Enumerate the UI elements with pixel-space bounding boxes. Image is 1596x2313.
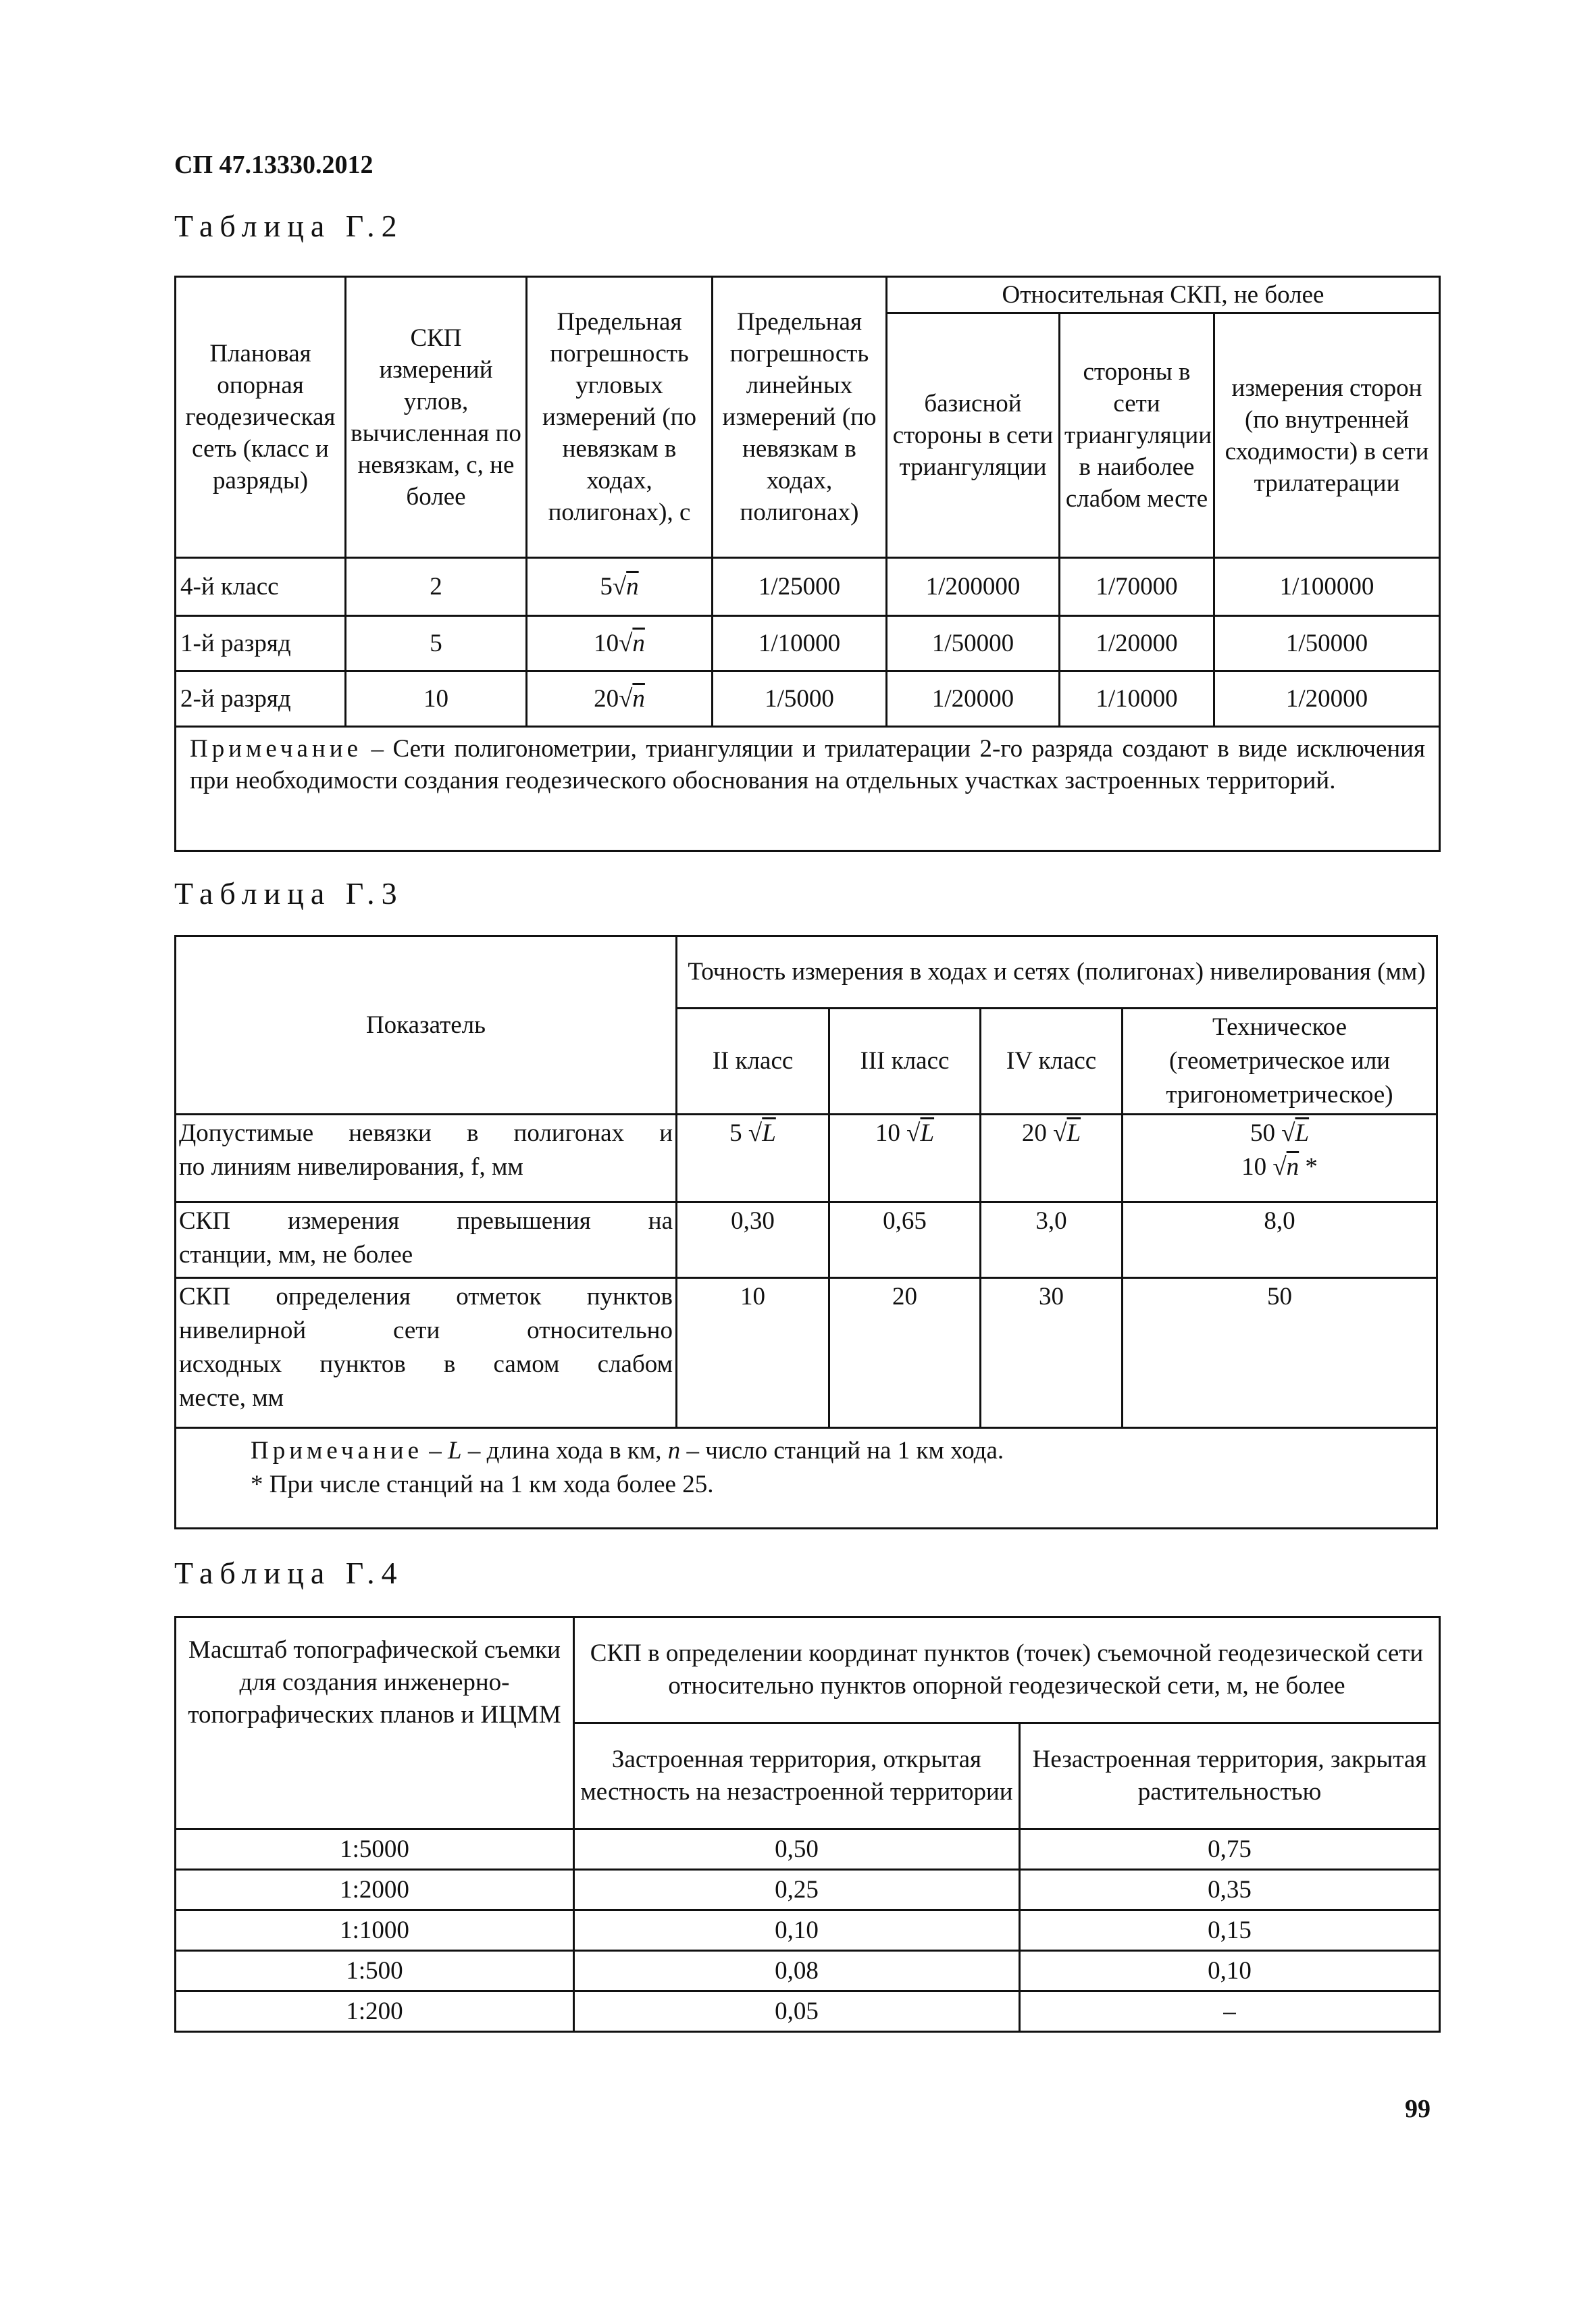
g2-header-basis: базисной стороны в сети триангуляции xyxy=(887,313,1060,558)
g2-cell-angular-limit: 10√n xyxy=(527,616,713,671)
g3-header-class-4: IV класс xyxy=(981,1009,1123,1115)
g3-cell: 10 xyxy=(677,1278,829,1428)
g2-cell-tril: 1/50000 xyxy=(1214,616,1440,671)
g2-cell-skp: 5 xyxy=(346,616,527,671)
g2-cell-skp: 2 xyxy=(346,558,527,616)
g2-header-relative-skp: Относительная СКП, не более xyxy=(887,277,1440,313)
g2-header-trilateration: измерения сторон (по внутренней сходимости) в сети трилатерации xyxy=(1214,313,1440,558)
g3-cell: 5 √L xyxy=(677,1115,829,1202)
g3-cell: 0,30 xyxy=(677,1202,829,1278)
g3-row-label: СКП определения отметок пунктов нивелирной сети относительно исходных пунктов в самом слабом месте, мм xyxy=(176,1278,677,1428)
g3-cell: 3,0 xyxy=(981,1202,1123,1278)
g4-cell-scale: 1:1000 xyxy=(176,1910,574,1951)
g2-cell-basis: 1/50000 xyxy=(887,616,1060,671)
table-g4-caption: Таблица Г.4 xyxy=(174,1556,404,1590)
g4-cell-scale: 1:200 xyxy=(176,1991,574,2032)
table-row xyxy=(176,1115,1437,1202)
g2-cell-basis: 1/200000 xyxy=(887,558,1060,616)
g2-cell-weak: 1/10000 xyxy=(1060,671,1214,727)
table-row xyxy=(176,558,1440,616)
g2-cell-weak: 1/70000 xyxy=(1060,558,1214,616)
g3-header-indicator: Показатель xyxy=(176,936,677,1115)
g4-cell-unbuilt: – xyxy=(1020,1991,1440,2032)
g3-header-class-3: III класс xyxy=(829,1009,981,1115)
g2-cell-linear: 1/10000 xyxy=(713,616,887,671)
g2-cell-linear: 1/25000 xyxy=(713,558,887,616)
g3-cell: 10 √L xyxy=(829,1115,981,1202)
g4-cell-scale: 1:5000 xyxy=(176,1829,574,1870)
g4-header-scale: Масштаб топографической съемки для создания инженерно-топографических планов и ИЦММ xyxy=(176,1617,574,1829)
g2-cell-weak: 1/20000 xyxy=(1060,616,1214,671)
g4-cell-scale: 1:2000 xyxy=(176,1870,574,1910)
table-g2-caption: Таблица Г.2 xyxy=(174,209,404,243)
g3-cell: 20 √L xyxy=(981,1115,1123,1202)
g4-cell-unbuilt: 0,75 xyxy=(1020,1829,1440,1870)
g2-cell-network: 1-й разряд xyxy=(176,616,346,671)
page-number: 99 xyxy=(1405,2095,1431,2123)
g3-header-class-2: II класс xyxy=(677,1009,829,1115)
document-code: СП 47.13330.2012 xyxy=(174,151,374,179)
table-g2 xyxy=(174,276,1441,852)
g2-cell-skp: 10 xyxy=(346,671,527,727)
table-row xyxy=(176,1202,1437,1278)
g4-cell-unbuilt: 0,15 xyxy=(1020,1910,1440,1951)
g4-header-skp: СКП в определении координат пунктов (точек) съемочной геодезической сети относительно пунктов опорной геодезической сети, м, не более xyxy=(574,1617,1440,1723)
g3-cell: 0,65 xyxy=(829,1202,981,1278)
g4-header-unbuilt: Незастроенная территория, закрытая растительностью xyxy=(1020,1723,1440,1829)
g4-cell-built: 0,25 xyxy=(574,1870,1020,1910)
g2-cell-tril: 1/100000 xyxy=(1214,558,1440,616)
g4-cell-scale: 1:500 xyxy=(176,1951,574,1991)
table-g4 xyxy=(174,1616,1441,2033)
g2-cell-tril: 1/20000 xyxy=(1214,671,1440,727)
table-row xyxy=(176,1870,1440,1910)
g2-header-weak-side: стороны в сети триангуляции в наиболее слабом месте xyxy=(1060,313,1214,558)
g4-cell-built: 0,05 xyxy=(574,1991,1020,2032)
g3-header-accuracy: Точность измерения в ходах и сетях (полигонах) нивелирования (мм) xyxy=(677,936,1437,1009)
table-g3 xyxy=(174,935,1438,1529)
g2-cell-linear: 1/5000 xyxy=(713,671,887,727)
g3-cell: 30 xyxy=(981,1278,1123,1428)
table-row xyxy=(176,1829,1440,1870)
g3-cell: 8,0 xyxy=(1123,1202,1437,1278)
g2-header-network: Плановая опорная геодезическая сеть (класс и разряды) xyxy=(176,277,346,558)
g4-cell-built: 0,08 xyxy=(574,1951,1020,1991)
g4-header-built: Застроенная территория, открытая местность на незастроенной территории xyxy=(574,1723,1020,1829)
g2-cell-network: 2-й разряд xyxy=(176,671,346,727)
table-row xyxy=(176,671,1440,727)
g3-cell: 20 xyxy=(829,1278,981,1428)
table-row xyxy=(176,1278,1437,1428)
g2-header-angular-limit: Предельная погрешность угловых измерений (по невязкам в ходах, полигонах), с xyxy=(527,277,713,558)
g2-note: Примечание – Сети полигонометрии, триангуляции и трилатерации 2-го разряда создают в виде исключения при необходимости создания геодезического обоснования на отдельных участках застроенных территорий. xyxy=(176,727,1440,851)
g3-row-label: СКП измерения превышения на станции, мм, не более xyxy=(176,1202,677,1278)
g3-row-label: Допустимые невязки в полигонах и по линиям нивелирования, f, мм xyxy=(176,1115,677,1202)
g2-cell-network: 4-й класс xyxy=(176,558,346,616)
table-g3-caption: Таблица Г.3 xyxy=(174,876,404,911)
g2-header-linear-limit: Предельная погрешность линейных измерений (по невязкам в ходах, полигонах) xyxy=(713,277,887,558)
g3-header-technical: Техническое (геометрическое или тригонометрическое) xyxy=(1123,1009,1437,1115)
table-row xyxy=(176,1951,1440,1991)
g3-note: Примечание – L – длина хода в км, n – число станций на 1 км хода. * При числе станций на 1 км хода более 25. xyxy=(176,1428,1437,1529)
g4-cell-built: 0,50 xyxy=(574,1829,1020,1870)
g2-header-skp: СКП измерений углов, вычисленная по невязкам, с, не более xyxy=(346,277,527,558)
g4-cell-unbuilt: 0,10 xyxy=(1020,1951,1440,1991)
g2-cell-angular-limit: 5√n xyxy=(527,558,713,616)
g3-cell: 50 √L 10 √n * xyxy=(1123,1115,1437,1202)
g2-cell-basis: 1/20000 xyxy=(887,671,1060,727)
g4-cell-built: 0,10 xyxy=(574,1910,1020,1951)
g2-cell-angular-limit: 20√n xyxy=(527,671,713,727)
table-row xyxy=(176,616,1440,671)
g4-cell-unbuilt: 0,35 xyxy=(1020,1870,1440,1910)
table-row xyxy=(176,1910,1440,1951)
table-row xyxy=(176,1991,1440,2032)
g3-cell: 50 xyxy=(1123,1278,1437,1428)
